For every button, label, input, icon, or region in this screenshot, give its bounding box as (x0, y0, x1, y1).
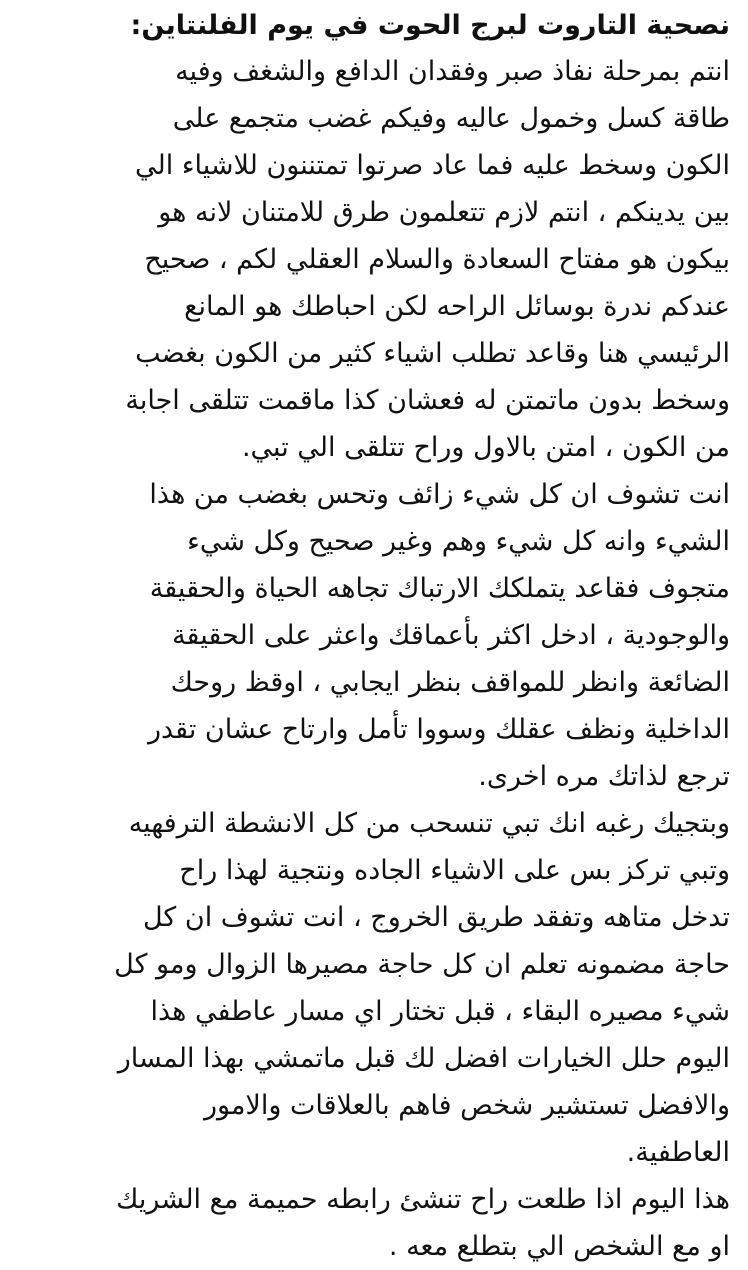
text-line: وتبي تركز بس على الاشياء الجاده ونتجية لهذا راح (179, 855, 730, 886)
text-line: او مع الشخص الي بتطلع معه . (388, 1231, 730, 1262)
text-line: متجوف فقاعد يتملكك الارتباك تجاهه الحياة والحقيقة (149, 573, 730, 604)
text-line: حاجة مضمونه تعلم ان كل حاجة مصيرها الزوال ومو كل (114, 949, 730, 980)
text-line: الرئيسي هنا وقاعد تطلب اشياء كثير من الكون بغضب (135, 338, 730, 369)
text-line: شيء مصيره البقاء ، قبل تختار اي مسار عاطفي هذا (150, 996, 730, 1027)
text-line: بيكون هو مفتاح السعادة والسلام العقلي لكم ، صحيح (144, 244, 730, 275)
text-line: اليوم حلل الخيارات افضل لك قبل ماتمشي بهذا المسار (117, 1043, 730, 1074)
text-line: الداخلية ونظف عقلك وسووا تأمل وارتاح عشان تقدر (147, 714, 730, 745)
text-line: الكون وسخط عليه فما عاد صرتوا تمتننون للاشياء الي (135, 150, 730, 181)
text-line: هذا اليوم اذا طلعت راح تنشئ رابطه حميمة مع الشريك (116, 1184, 730, 1215)
text-line: والوجودية ، ادخل اكثر بأعماقك واعثر على الحقيقة (172, 620, 730, 651)
text-line: الشيء وانه كل شيء وهم وغير صحيح وكل شيء (187, 526, 730, 557)
text-line: عندكم ندرة بوسائل الراحه لكن احباطك هو المانع (184, 291, 730, 322)
text-line: ترجع لذاتك مره اخرى. (478, 761, 730, 792)
text-line: من الكون ، امتن بالاول وراح تتلقى الي تبي. (241, 432, 730, 463)
text-line: والافضل تستشير شخص فاهم بالعلاقات والامور (203, 1090, 730, 1121)
text-line: انتم بمرحلة نفاذ صبر وفقدان الدافع والشغف وفيه (175, 56, 730, 87)
text-line: الضائعة وانظر للمواقف بنظر ايجابي ، اوقظ روحك (170, 667, 730, 698)
text-line: العاطفية. (626, 1137, 730, 1168)
document-title: نصحية التاروت لبرج الحوت في يوم الفلنتاين: (130, 10, 730, 41)
text-line: بين يدينكم ، انتم لازم تتعلمون طرق للامتنان لانه هو (158, 197, 730, 228)
text-line: وسخط بدون ماتمتن له فعشان كذا ماقمت تتلقى اجابة (125, 385, 730, 416)
document-body (14, 4, 730, 1270)
text-line: طاقة كسل وخمول عاليه وفيكم غضب متجمع على (172, 103, 730, 134)
text-line: وبتجيك رغبه انك تبي تنسحب من كل الانشطة الترفهيه (128, 808, 730, 839)
text-line: انت تشوف ان كل شيء زائف وتحس بغضب من هذا (149, 479, 730, 510)
text-line: تدخل متاهه وتفقد طريق الخروج ، انت تشوف ان كل (142, 902, 730, 933)
